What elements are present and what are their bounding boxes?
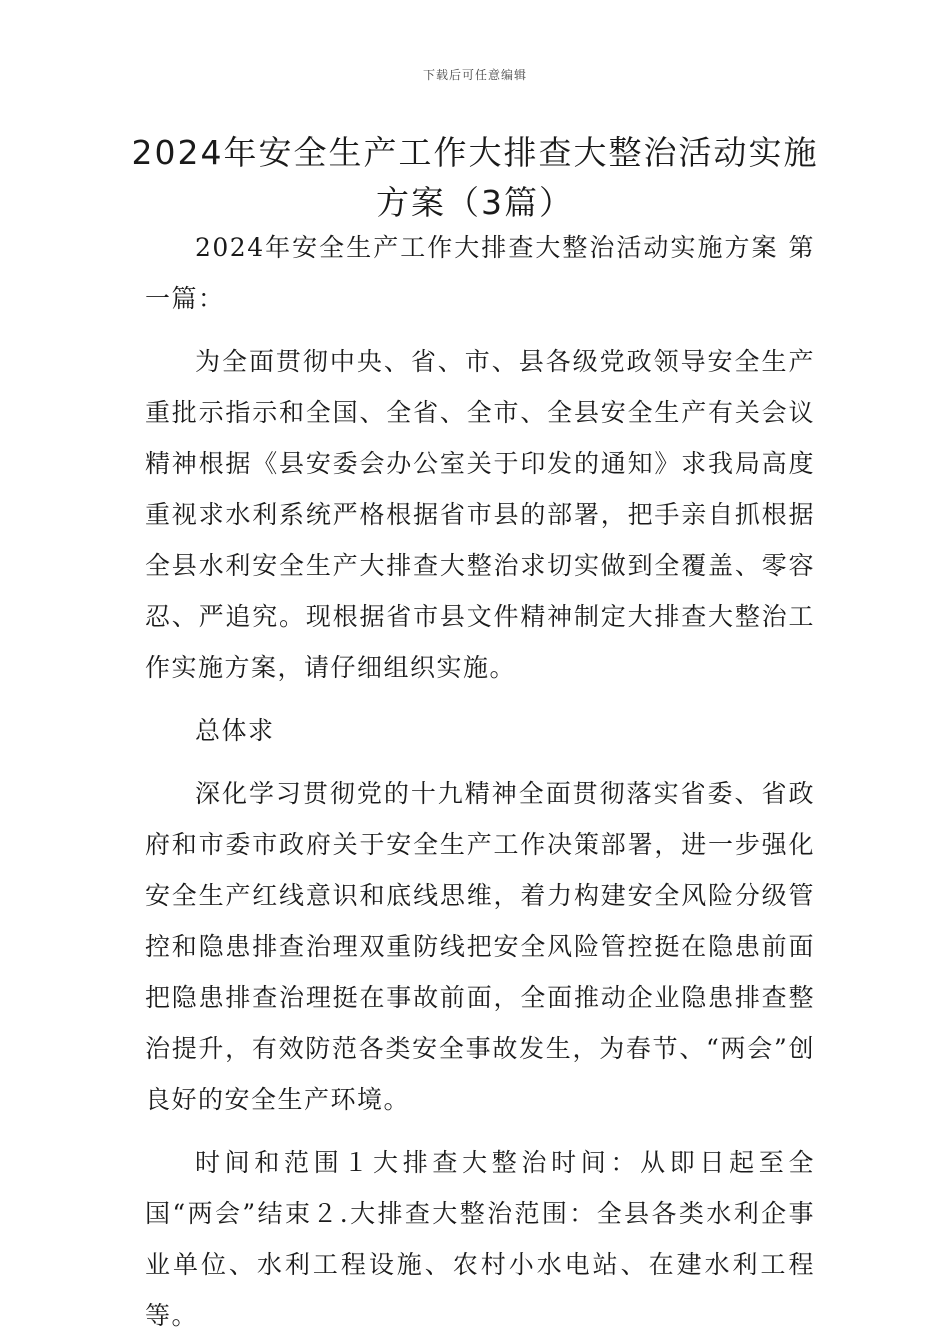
body-paragraph: 为全面贯彻中央、省、市、县各级党政领导安全生产重批示指示和全国、全省、全市、全县安全生产有关会议精神根据《县安委会办公室关于印发的通知》求我局高度重视求水利系统严格根据省市县的部署，把手亲自抓根据全县水利安全生产大排查大整治求切实做到全覆盖、零容忍、严追究。现根据省市县文件精神制定大排查大整治工作实施方案，请仔细组织实施。 bbox=[145, 347, 815, 682]
body-paragraph: 时间和范围１大排查大整治时间：从即日起至全国“两会”结束２.大排查大整治范围：全县各类水利企事业单位、水利工程设施、农村小水电站、在建水利工程等。 bbox=[145, 1148, 815, 1330]
document-body bbox=[145, 222, 815, 1341]
page-header-note: 下载后可任意编辑 bbox=[422, 68, 527, 82]
section-intro-paragraph: 2024年安全生产工作大排查大整治活动实施方案 第一篇： bbox=[145, 233, 815, 313]
body-paragraph: 深化学习贯彻党的十九精神全面贯彻落实省委、省政府和市委市政府关于安全生产工作决策部署，进一步强化安全生产红线意识和底线思维，着力构建安全风险分级管控和隐患排查治理双重防线把安全风险管控挺在隐患前面把隐患排查治理挺在事故前面，全面推动企业隐患排查整治提升，有效防范各类安全事故发生，为春节、“两会”创良好的安全生产环境。 bbox=[145, 779, 815, 1114]
section-subheading: 总体求 bbox=[195, 716, 275, 745]
document-title: 2024年安全生产工作大排查大整治活动实施方案（3篇） bbox=[131, 133, 819, 222]
